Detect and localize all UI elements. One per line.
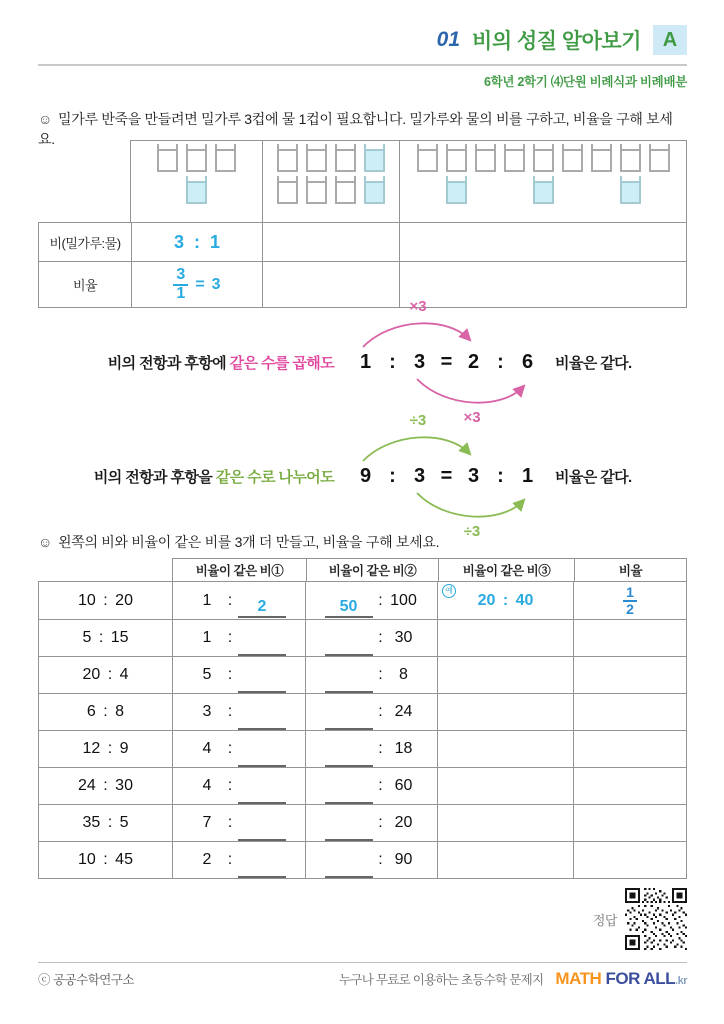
ratio1-answer-blank: [238, 635, 286, 656]
header-title-row: [38, 22, 687, 58]
cup-row: [400, 149, 686, 172]
ratio1-colon: :: [227, 629, 233, 646]
ratio-answer-cell: [132, 223, 263, 261]
fraction-numerator: 1: [626, 583, 634, 600]
eq-equals: =: [440, 350, 453, 373]
equal-ratio3-cell: [438, 657, 574, 693]
ratio-empty-cell-3: [400, 223, 686, 261]
given-ratio: 35 : 5: [82, 814, 129, 831]
ratio2-answer-blank: [325, 857, 373, 878]
ratio1-colon: :: [227, 703, 233, 720]
rate-answer: [173, 267, 220, 303]
equation-divide-tokens: [352, 465, 541, 488]
flour-cup-icon: [186, 149, 207, 172]
logo-forall: FOR ALL: [605, 969, 676, 988]
ratio1-colon: :: [227, 740, 233, 757]
ratio2-answer-blank: [325, 672, 373, 693]
equal-ratio1-cell: [173, 731, 306, 767]
equal-ratio3-cell: [438, 582, 574, 619]
rate-fraction: [173, 267, 188, 303]
given-ratio: 10 : 45: [78, 851, 133, 868]
flour-cup-icon: [620, 149, 641, 172]
divide-arrow-bottom-icon: [409, 490, 533, 526]
rule-multiply-suffix: 비율은 같다.: [555, 354, 632, 372]
answer-qr-block: [593, 888, 687, 950]
table-row: [39, 582, 686, 619]
smiley-icon: ☺: [38, 534, 52, 550]
equal-ratio1-cell: [173, 842, 306, 878]
ratio3-answer: 20 : 40: [477, 591, 534, 609]
table-row: [39, 656, 686, 693]
table-row: [39, 767, 686, 804]
answer-qr-code: [625, 888, 687, 950]
flour-water-table: [38, 140, 687, 308]
rate-fraction: [623, 585, 637, 616]
flour-cup-icon: [475, 149, 496, 172]
multiply-arrow-bottom-icon: [409, 376, 533, 412]
column-header-ratio1: 비율이 같은 비①: [195, 564, 284, 578]
column-header-rate: 비율: [574, 559, 686, 581]
ratio-empty-cell-2: [263, 223, 400, 261]
equal-ratio3-cell: [438, 620, 574, 656]
multiply-factor-top: ×3: [409, 297, 427, 315]
flour-cup-icon: [446, 149, 467, 172]
ratio1-left-term: 2: [202, 851, 212, 868]
rate-empty-cell-2: [263, 262, 400, 307]
flour-cup-icon: [504, 149, 525, 172]
rate-row: [39, 261, 686, 307]
lesson-number: 01: [436, 28, 461, 51]
copyright-text: ⓒ 공공수학연구소: [38, 973, 134, 987]
rate-cell: [574, 805, 686, 841]
given-ratio: 5 : 15: [82, 629, 129, 646]
eq-term: 1: [521, 464, 534, 487]
flour-cup-icon: [306, 181, 327, 204]
table-row: [39, 841, 686, 878]
rate-cell: [574, 694, 686, 730]
equal-ratio2-cell: [306, 805, 438, 841]
multiply-arrow-top-icon: [355, 314, 479, 350]
water-cup-icon: [186, 181, 207, 204]
flour-cup-icon: [335, 181, 356, 204]
water-cup-icon: [364, 181, 385, 204]
equal-ratio2-cell: [306, 582, 438, 619]
header: [38, 22, 687, 90]
logo-math: MATH: [555, 969, 602, 988]
rate-cell: [574, 620, 686, 656]
ratio1-left-term: 7: [202, 814, 212, 831]
rule-divide-suffix: 비율은 같다.: [555, 468, 632, 486]
cups-cell-9to3: [399, 141, 686, 222]
ratio1-left-term: 3: [202, 703, 212, 720]
given-ratio: 6 : 8: [86, 703, 125, 720]
table-row: [39, 730, 686, 767]
eq-term: 6: [521, 350, 534, 373]
table-header-row: [172, 558, 687, 581]
ratio1-left-term: 5: [202, 666, 212, 683]
equal-ratio-table: [38, 558, 687, 879]
ratio-row-label: 비(밀가루:물): [39, 223, 132, 261]
rule-divide-text: [38, 466, 334, 487]
ratio1-answer-blank: [238, 597, 286, 618]
cup-row: [131, 149, 262, 172]
rule-divide: [38, 411, 687, 540]
rate-cell: [574, 768, 686, 804]
ratio1-answer-blank: [238, 672, 286, 693]
ratio2-colon: :: [378, 666, 383, 683]
divide-arrow-top-icon: [355, 428, 479, 464]
ratio1-colon: :: [227, 777, 233, 794]
given-ratio: 20 : 4: [82, 666, 129, 683]
eq-term: 3: [413, 350, 426, 373]
ratio1-colon: :: [227, 851, 233, 868]
unit-subtitle: 6학년 2학기 ⑷단원 비례식과 비례배분: [483, 75, 687, 89]
cups-cell-3to1: [131, 141, 262, 222]
ratio1-answer: 2: [257, 598, 267, 615]
equal-ratio2-cell: [306, 731, 438, 767]
equal-ratio3-cell: [438, 731, 574, 767]
cup-row: [400, 181, 686, 204]
ratio1-answer-blank: [238, 746, 286, 767]
ratio2-right-term: 24: [394, 703, 413, 720]
ratio2-colon: :: [378, 629, 383, 646]
equal-ratio2-cell: [306, 842, 438, 878]
ratio-rate-rows: [38, 222, 687, 308]
ratio2-colon: :: [378, 591, 383, 609]
rule-divide-highlight: 같은 수로 나누어도: [215, 468, 334, 486]
ratio2-colon: :: [378, 740, 383, 757]
rate-cell: [574, 582, 686, 619]
fraction-numerator: 3: [176, 265, 186, 283]
ratio2-right-term: 18: [394, 740, 413, 757]
equal-ratio1-cell: [173, 657, 306, 693]
ratio1-answer-blank: [238, 857, 286, 878]
column-header-ratio3: 비율이 같은 비③: [438, 559, 574, 581]
ratio2-answer-blank: [325, 597, 373, 618]
given-ratio-cell: [39, 842, 173, 878]
eq-equals: =: [440, 464, 453, 487]
rate-row-label: 비율: [39, 262, 132, 307]
ratio1-left-term: 1: [202, 591, 212, 609]
given-ratio: 24 : 30: [78, 777, 133, 794]
ratio2-colon: :: [378, 814, 383, 831]
flour-cup-icon: [335, 149, 356, 172]
ratio1-left-term: 1: [202, 629, 212, 646]
given-ratio-cell: [39, 657, 173, 693]
given-ratio-cell: [39, 768, 173, 804]
rate-cell: [574, 731, 686, 767]
ratio1-answer-blank: [238, 783, 286, 804]
page-title: 비의 성질 알아보기: [472, 30, 641, 53]
flour-cup-icon: [562, 149, 583, 172]
equation-multiply: [352, 297, 541, 426]
flour-cup-icon: [591, 149, 612, 172]
rule-multiply-highlight: 같은 수를 곱해도: [229, 354, 334, 372]
water-cup-icon: [446, 181, 467, 204]
given-ratio: 12 : 9: [82, 740, 129, 757]
equal-ratio1-cell: [173, 620, 306, 656]
given-ratio: 10 : 20: [78, 591, 133, 609]
eq-term: 3: [413, 464, 426, 487]
equal-ratio2-cell: [306, 768, 438, 804]
ratio2-right-term: 60: [394, 777, 413, 794]
equation-multiply-tokens: [352, 351, 541, 374]
grade-level-badge: A: [653, 25, 687, 55]
ratio2-answer-blank: [325, 783, 373, 804]
ratio2-right-term: 100: [390, 591, 417, 609]
flour-cup-icon: [157, 149, 178, 172]
water-cup-icon: [364, 149, 385, 172]
ratio-row: [39, 223, 686, 261]
problem2-prompt: [38, 532, 687, 552]
ratio1-answer-blank: [238, 820, 286, 841]
ratio1-colon: :: [227, 814, 233, 831]
given-ratio-cell: [39, 731, 173, 767]
ratio2-answer-blank: [325, 709, 373, 730]
water-cup-icon: [533, 181, 554, 204]
given-ratio-cell: [39, 620, 173, 656]
ratio2-colon: :: [378, 703, 383, 720]
footer-brand: [339, 969, 687, 989]
ratio2-answer-blank: [325, 746, 373, 767]
given-ratio-cell: [39, 582, 173, 619]
equal-ratio1-cell: [173, 768, 306, 804]
eq-colon: :: [389, 464, 396, 487]
cups-cell-6to2: [262, 141, 399, 222]
equal-ratio2-cell: [306, 657, 438, 693]
table-row: [39, 693, 686, 730]
footer-divider: [38, 962, 687, 963]
eq-colon: :: [497, 464, 504, 487]
flour-cup-icon: [215, 149, 236, 172]
cups-row: [130, 140, 687, 222]
logo-kr: .kr: [675, 975, 687, 987]
rule-multiply-text: [38, 352, 334, 373]
rule-multiply: [38, 297, 687, 426]
ratio1-answer-blank: [238, 709, 286, 730]
table-row: [39, 804, 686, 841]
ratio2-colon: :: [378, 851, 383, 868]
flour-cup-icon: [533, 149, 554, 172]
eq-term: 9: [359, 464, 372, 487]
table-row: [39, 619, 686, 656]
cup-row: [263, 149, 399, 172]
divide-factor-bottom: ÷3: [463, 522, 481, 540]
given-ratio-cell: [39, 805, 173, 841]
equal-ratio2-cell: [306, 694, 438, 730]
rate-cell: [574, 657, 686, 693]
eq-colon: :: [497, 350, 504, 373]
problem2-prompt-text: 왼쪽의 비와 비율이 같은 비를 3개 더 만들고, 비율을 구해 보세요.: [58, 534, 440, 550]
equals-sign: =: [195, 275, 205, 293]
ratio1-left-term: 4: [202, 740, 212, 757]
ratio2-colon: :: [378, 777, 383, 794]
ratio2-answer-blank: [325, 635, 373, 656]
cup-row: [131, 181, 262, 204]
ratio2-right-term: 90: [394, 851, 413, 868]
flour-cup-icon: [306, 149, 327, 172]
rate-answer-cell: [132, 262, 263, 307]
rate-value: 3: [211, 275, 221, 293]
flour-cup-icon: [417, 149, 438, 172]
equal-ratio1-cell: [173, 805, 306, 841]
equal-ratio3-cell: [438, 842, 574, 878]
ratio1-left-term: 4: [202, 777, 212, 794]
rate-cell: [574, 842, 686, 878]
answer-label: 정답: [592, 912, 617, 928]
rule-multiply-prefix: 비의 전항과 후항에: [107, 354, 230, 372]
flour-cup-icon: [277, 149, 298, 172]
divide-factor-top: ÷3: [409, 411, 427, 429]
problem1-prompt-text: 밀가루 반죽을 만들려면 밀가루 3컵에 물 1컵이 필요합니다. 밀가루와 물의 비를 구하고, 비율을 구해 보세요.: [38, 111, 673, 147]
equal-ratio3-cell: [438, 805, 574, 841]
flour-cup-icon: [277, 181, 298, 204]
given-ratio-cell: [39, 694, 173, 730]
equal-ratio3-cell: [438, 768, 574, 804]
ratio2-right-term: 30: [394, 629, 413, 646]
header-divider: [38, 64, 687, 66]
ratio-answer: 3 : 1: [173, 231, 221, 252]
rule-divide-prefix: 비의 전항과 후항을: [93, 468, 216, 486]
equation-divide: [352, 411, 541, 540]
equal-ratio2-cell: [306, 620, 438, 656]
eq-term: 2: [467, 350, 480, 373]
ratio1-colon: :: [227, 591, 233, 609]
multiply-factor-bottom: ×3: [463, 408, 481, 426]
eq-term: 1: [359, 350, 372, 373]
table-body: [38, 581, 687, 879]
equal-ratio3-cell: [438, 694, 574, 730]
smiley-icon: ☺: [38, 111, 52, 127]
brand-logo: [555, 969, 687, 989]
fraction-denominator: 1: [173, 284, 188, 303]
flour-cup-icon: [649, 149, 670, 172]
column-header-ratio2: 비율이 같은 비②: [306, 559, 438, 581]
ratio2-answer-blank: [325, 820, 373, 841]
eq-colon: :: [389, 350, 396, 373]
ratio2-answer: 50: [339, 598, 358, 615]
ratio2-right-term: 8: [399, 666, 408, 683]
equal-ratio1-cell: [173, 582, 306, 619]
footer-tagline: 누구나 무료로 이용하는 초등수학 문제지: [338, 973, 544, 987]
cup-row: [263, 181, 399, 204]
footer: [38, 969, 687, 989]
ratio2-right-term: 20: [394, 814, 413, 831]
example-badge: 예: [442, 584, 456, 598]
ratio1-colon: :: [227, 666, 233, 683]
equal-ratio1-cell: [173, 694, 306, 730]
eq-term: 3: [467, 464, 480, 487]
fraction-denominator: 2: [623, 600, 637, 617]
water-cup-icon: [620, 181, 641, 204]
